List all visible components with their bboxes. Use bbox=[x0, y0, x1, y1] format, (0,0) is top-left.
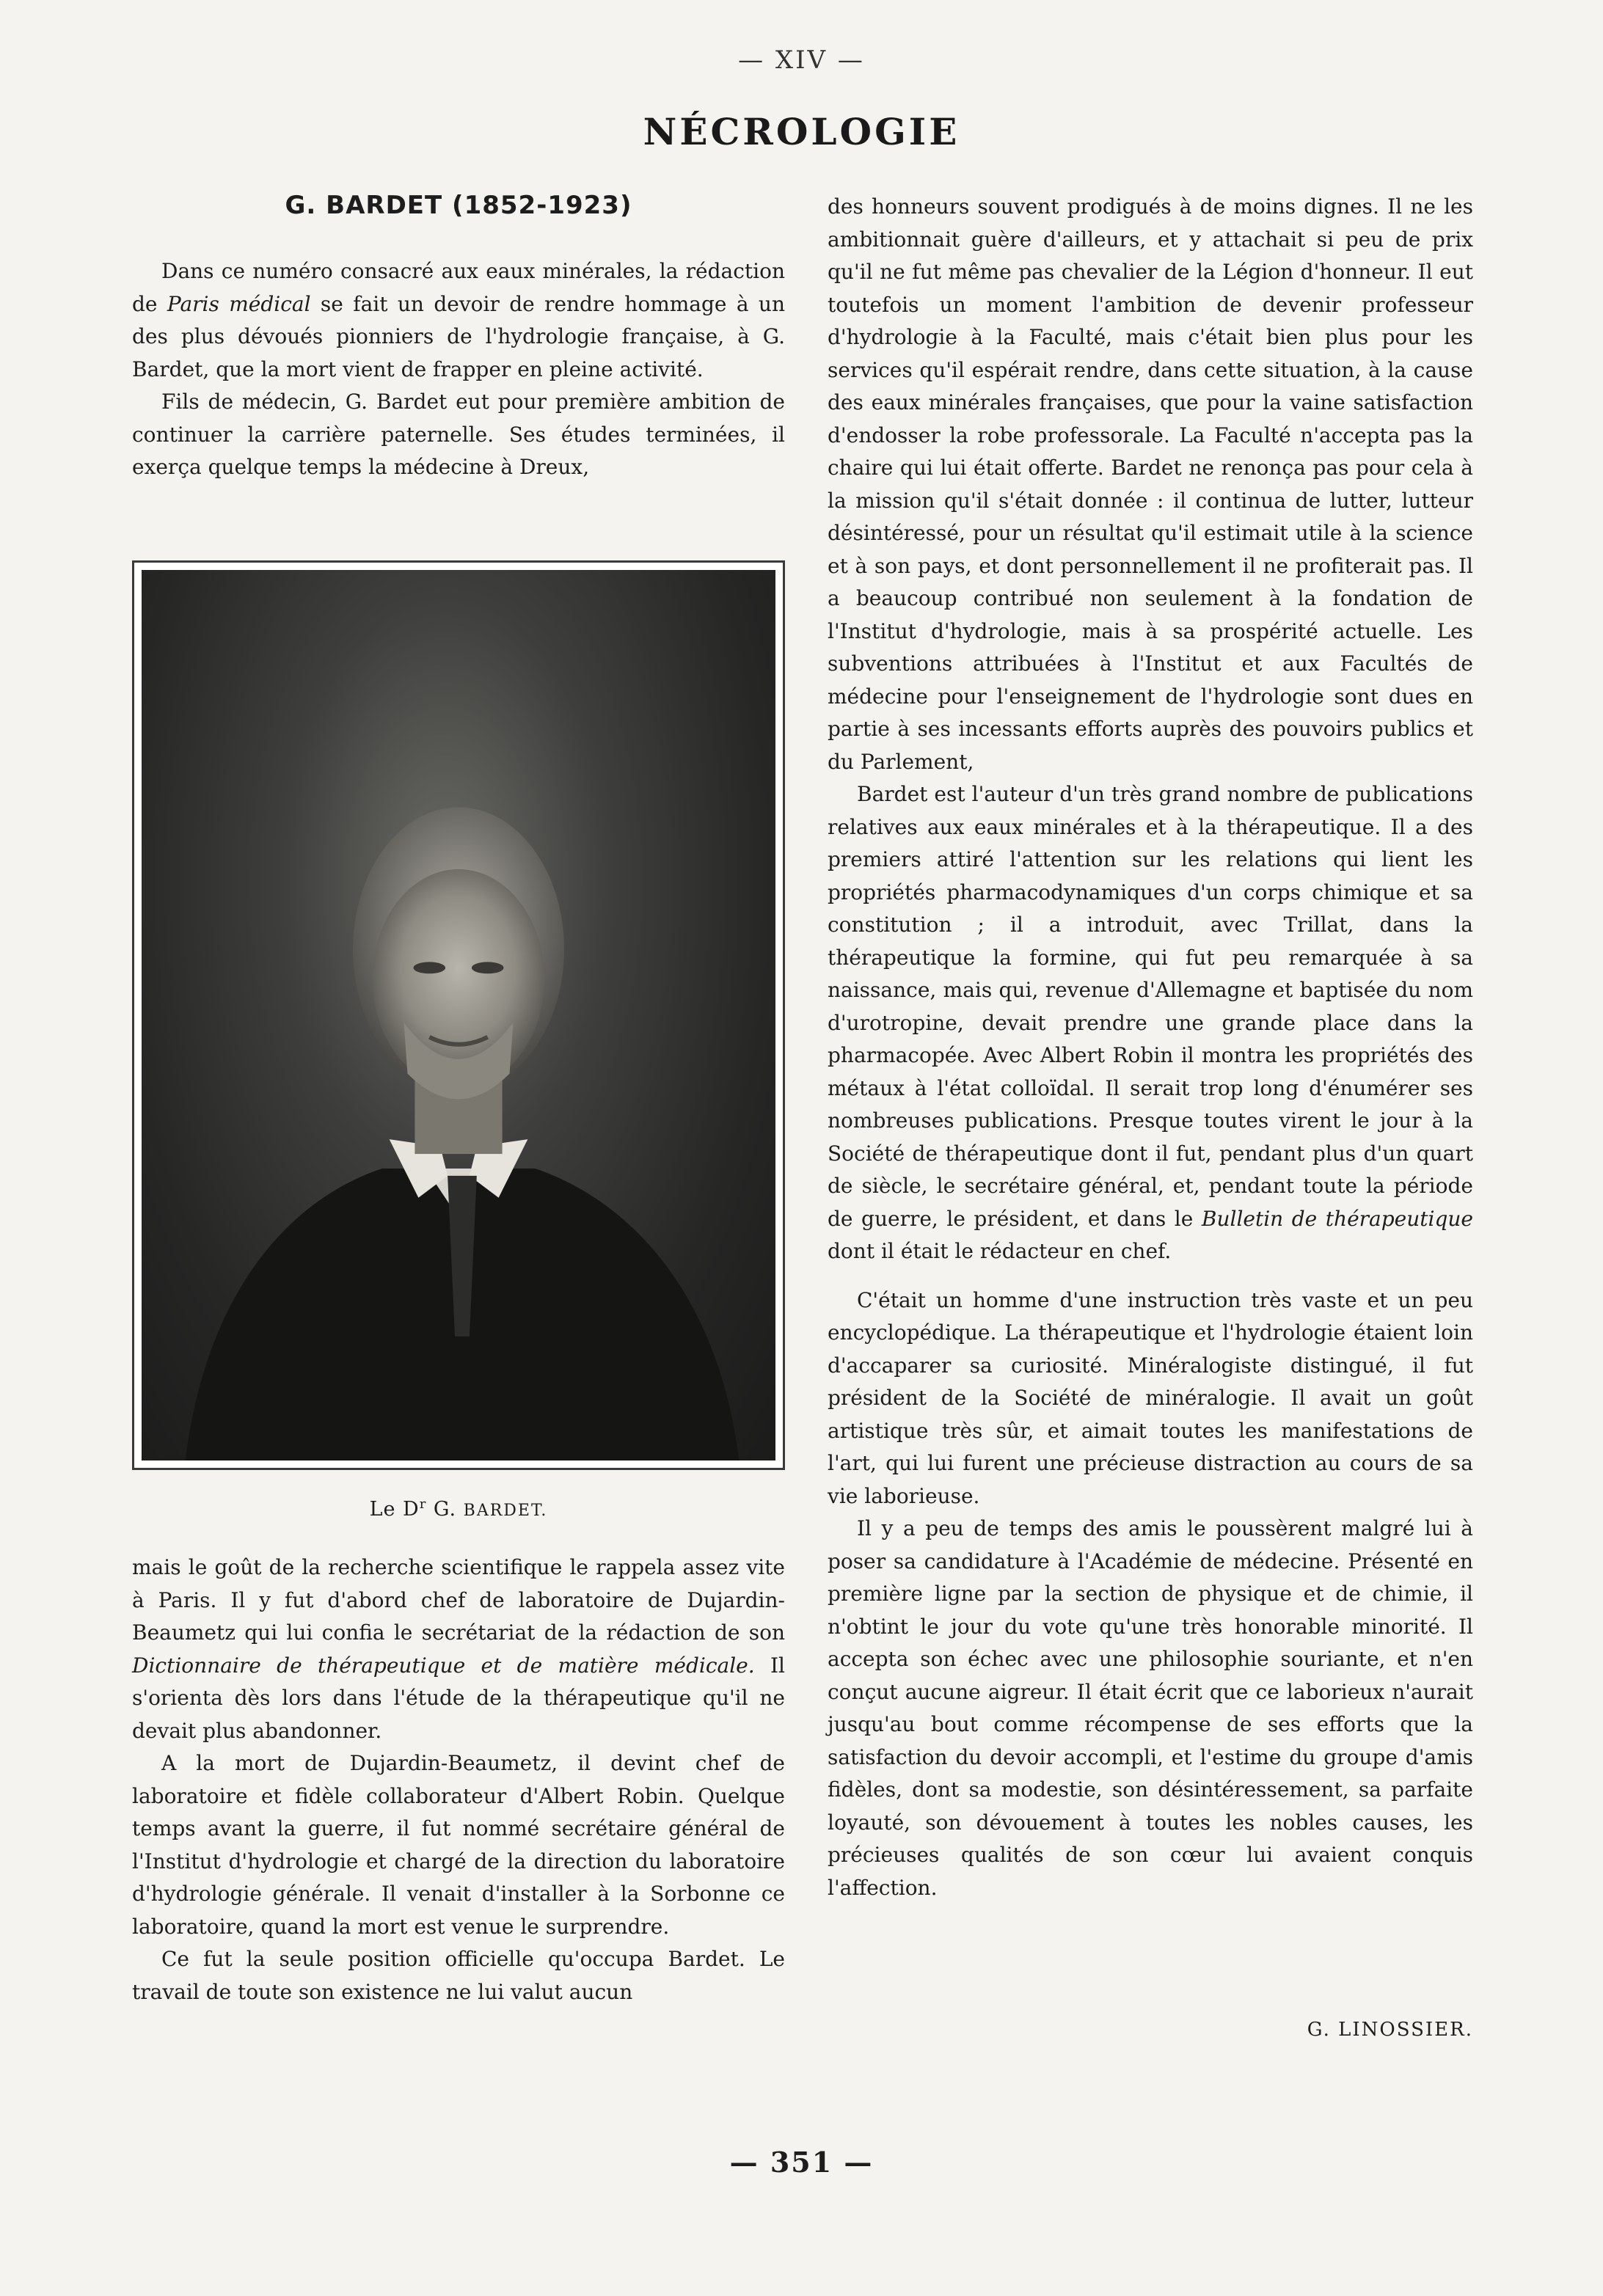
paragraph: Fils de médecin, G. Bardet eut pour première ambition de continuer la carrière paternelle. Ses études terminées, il exerça quelque temps la médecine à Dreux, bbox=[132, 390, 785, 479]
paragraph: Il y a peu de temps des amis le poussèrent malgré lui à poser sa candidature à l'Académie de médecine. Présenté en première ligne par la section de physique et de chimie, il n'obtint le jour du vote qu'une très honorable minorité. Il accepta son échec avec une philosophie souriante, et n'en conçut aucune aigreur. Il était écrit que ce laborieux n'aurait jusqu'au bout comme récompense de ses efforts que la satisfaction du devoir accompli, et l'estime du groupe d'amis fidèles, dont sa modestie, son désintéressement, sa parfaite loyauté, son dévouement à toutes les nobles causes, les précieuses qualités de son cœur lui avaient conquis l'affection. bbox=[828, 1516, 1473, 1900]
author-signature: G. LINOSSIER. bbox=[1307, 2019, 1473, 2041]
photo-caption: Le $D^r$ G. BARDET. bbox=[369, 1496, 548, 1521]
paragraph: Ce fut la seule position officielle qu'occupa Bardet. Le travail de toute son existence ne lui valut aucun bbox=[132, 1947, 785, 2004]
paragraph: Dans ce numéro consacré aux eaux minérales, la rédaction de Paris médical se fait un devoir de rendre hommage à un des plus dévoués pionniers de l'hydrologie française, à G. Bardet, que la mort vient de frapper en pleine activité. bbox=[132, 259, 785, 381]
paragraph: A la mort de Dujardin-Beaumetz, il devint chef de laboratoire et fidèle collaborateur d'Albert Robin. Quelque temps avant la guerre, il fut nommé secrétaire général de l'Institut d'hydrologie et chargé de la direction du laboratoire d'hydrologie générale. Il venait d'installer à la Sorbonne ce laboratoire, quand la mort est venue le surprendre. bbox=[132, 1751, 785, 1939]
portrait-photo bbox=[132, 560, 785, 1470]
paragraph: des honneurs souvent prodigués à de moins dignes. Il ne les ambitionnait guère d'ailleurs, et y attachait si peu de prix qu'il ne fut même pas chevalier de la Légion d'honneur. Il eut toutefois un moment l'ambition de devenir professeur d'hydrologie à la Faculté, mais c'était bien plus pour les services qu'il espérait rendre, dans cette situation, à la cause des eaux minérales françaises, que pour la vaine satisfaction d'endosser la robe professorale. La Faculté n'accepta pas la chaire qui lui était offerte. Bardet ne renonça pas pour cela à la mission qu'il s'était donnée : il continua de lutter, lutteur désintéressé, pour un résultat qu'il estimait utile à la science et à son pays, et dont personnellement il ne profiterait pas. Il a beaucoup contribué non seulement à la fondation de l'Institut d'hydrologie, mais à sa prospérité actuelle. Les subventions attribuées à l'Institut et aux Facultés de médecine pour l'enseignement de l'hydrologie sont dues en partie à ses incessants efforts auprès des pouvoirs publics et du Parlement, bbox=[828, 194, 1473, 774]
left-column-bottom bbox=[132, 1551, 785, 2008]
article-title: G. BARDET (1852-1923) bbox=[285, 191, 632, 220]
page-roman-numeral: — XIV — bbox=[738, 45, 865, 75]
right-column bbox=[828, 191, 1473, 1904]
paragraph: C'était un homme d'une instruction très vaste et un peu encyclopédique. La thérapeutique et l'hydrologie étaient loin d'accaparer sa curiosité. Minéralogiste distingué, il fut président de la Société de minéralogie. Il avait un goût artistique très sûr, et aimait toutes les manifestations de l'art, qui lui furent une précieuse distraction au cours de sa vie laborieuse. bbox=[828, 1287, 1473, 1508]
paragraph: mais le goût de la recherche scientifique le rappela assez vite à Paris. Il y fut d'abord chef de laboratoire de Dujardin-Beaumetz qui lui confia le secrétariat de la rédaction de son Dictionnaire de thérapeutique et de matière médicale. Il s'orienta dès lors dans l'étude de la thérapeutique qu'il ne devait plus abandonner. bbox=[132, 1555, 785, 1743]
section-title: NÉCROLOGIE bbox=[643, 110, 960, 153]
paragraph: Bardet est l'auteur d'un très grand nombre de publications relatives aux eaux minérales et à la thérapeutique. Il a des premiers attiré l'attention sur les relations qui lient les propriétés pharmacodynamiques d'un corps chimique et sa constitution ; il a introduit, avec Trillat, dans la thérapeutique la formine, qui fut peu remarquée à sa naissance, mais qui, revenue d'Allemagne et baptisée du nom d'urotropine, devait prendre une grande place dans la pharmacopée. Avec Albert Robin il montra les propriétés des métaux à l'état colloïdal. Il serait trop long d'énumérer ses nombreuses publications. Presque toutes virent le jour à la Société de thérapeutique dont il fut, pendant plus d'un quart de siècle, le secrétaire général, et, pendant toute la période de guerre, le président, et dans le Bulletin de thérapeutique dont il était le rédacteur en chef. bbox=[828, 782, 1473, 1263]
portrait-image bbox=[142, 570, 775, 1460]
page-number: — 351 — bbox=[729, 2146, 874, 2179]
left-column-top bbox=[132, 255, 785, 484]
